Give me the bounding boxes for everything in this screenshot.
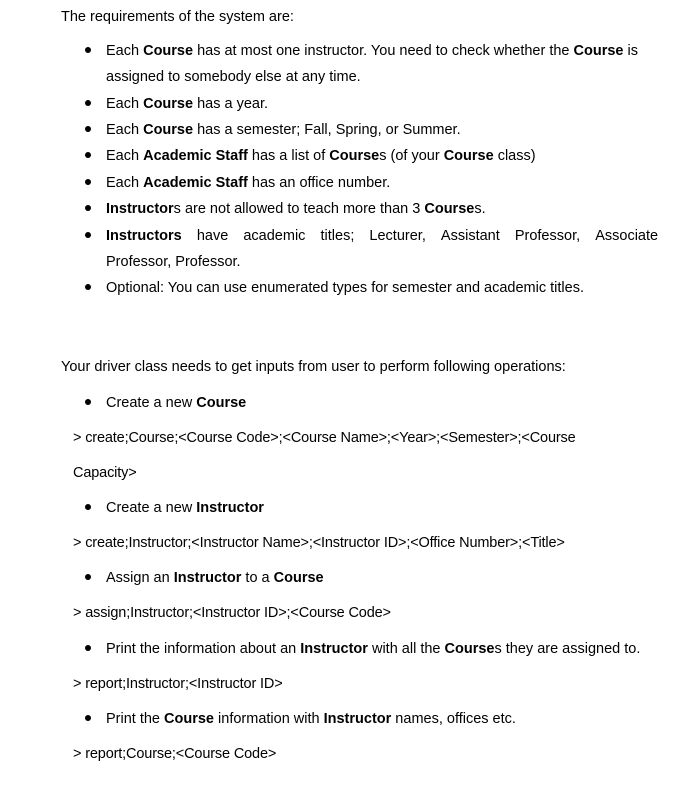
operation-1: Create a new Course: [106, 395, 247, 411]
requirement-2: Each Course has a year.: [106, 96, 269, 112]
bullet-icon: [85, 284, 91, 290]
requirement-7: Instructors have academic titles; Lecturer, Assistant Professor, Associate: [106, 228, 659, 244]
requirement-7-continued: Professor, Professor.: [106, 254, 241, 270]
operation-3: Assign an Instructor to a Course: [106, 570, 324, 586]
command-2: > create;Instructor;<Instructor Name>;<Instructor ID>;<Office Number>;<Title>: [73, 535, 565, 551]
bullet-icon: [85, 504, 91, 510]
intro-heading: The requirements of the system are:: [61, 9, 294, 25]
driver-heading: Your driver class needs to get inputs from user to perform following operations:: [61, 359, 566, 375]
requirement-3: Each Course has a semester; Fall, Spring, or Summer.: [106, 122, 461, 138]
operation-2: Create a new Instructor: [106, 500, 264, 516]
command-5: > report;Course;<Course Code>: [73, 746, 277, 762]
command-1-continued: Capacity>: [73, 465, 137, 481]
operation-5: Print the Course information with Instructor names, offices etc.: [106, 711, 516, 727]
requirement-1: Each Course has at most one instructor. You need to check whether the Course is: [106, 43, 638, 59]
bullet-icon: [85, 100, 91, 106]
command-4: > report;Instructor;<Instructor ID>: [73, 676, 283, 692]
bullet-icon: [85, 126, 91, 132]
bullet-icon: [85, 232, 91, 238]
bullet-icon: [85, 399, 91, 405]
bullet-icon: [85, 645, 91, 651]
operation-4: Print the information about an Instructor with all the Courses they are assigned to.: [106, 641, 641, 657]
command-3: > assign;Instructor;<Instructor ID>;<Course Code>: [73, 605, 391, 621]
requirement-8: Optional: You can use enumerated types for semester and academic titles.: [106, 280, 584, 296]
command-1: > create;Course;<Course Code>;<Course Name>;<Year>;<Semester>;<Course: [73, 430, 576, 446]
requirement-1-continued: assigned to somebody else at any time.: [106, 69, 361, 85]
bullet-icon: [85, 179, 91, 185]
bullet-icon: [85, 47, 91, 53]
bullet-icon: [85, 152, 91, 158]
requirement-5: Each Academic Staff has an office number.: [106, 175, 391, 191]
requirement-6: Instructors are not allowed to teach more than 3 Courses.: [106, 201, 486, 217]
requirement-4: Each Academic Staff has a list of Courses (of your Course class): [106, 148, 536, 164]
bullet-icon: [85, 205, 91, 211]
bullet-icon: [85, 715, 91, 721]
bullet-icon: [85, 574, 91, 580]
